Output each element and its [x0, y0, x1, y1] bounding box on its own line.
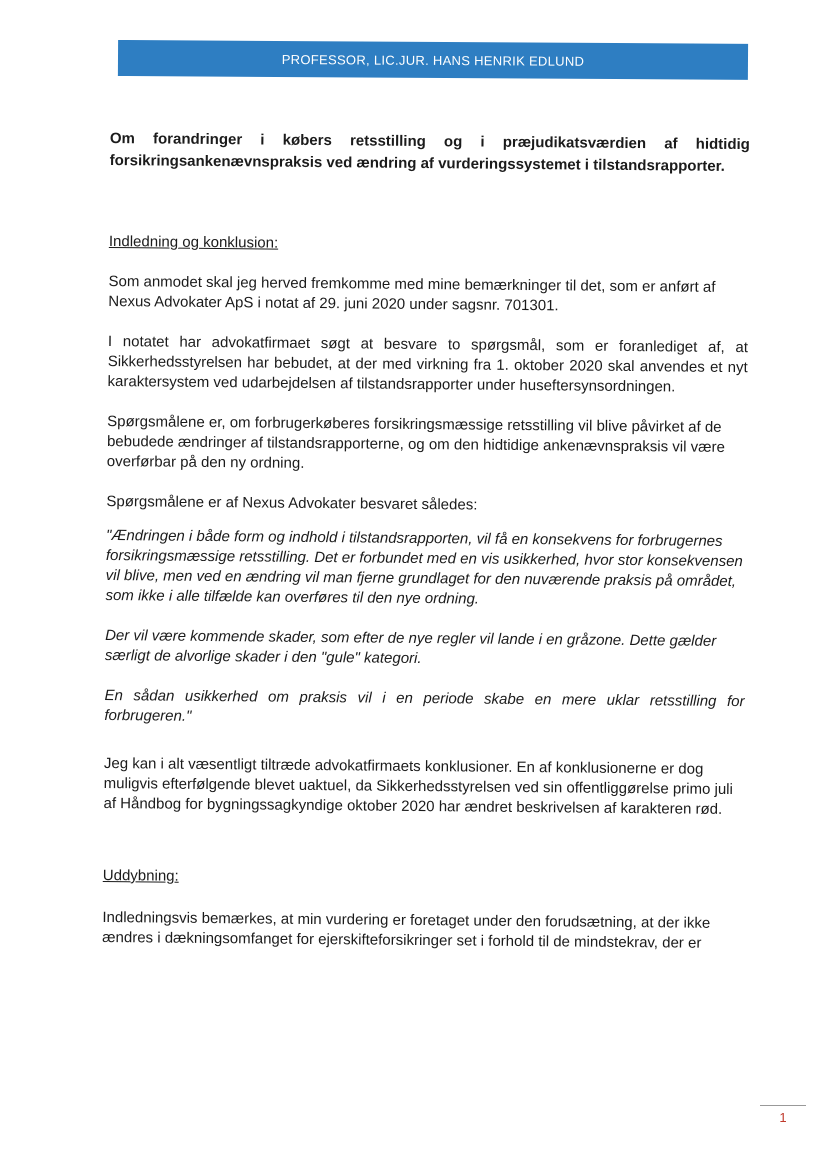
paragraph-questions: Spørgsmålene er, om forbrugerkøberes forsikringsmæssige retsstilling vil blive påvirket af de bebudede ændringer af tilstandsrapporterne, og om den hidtidige ankenævnspraksis vil være overførbar på den ny ordning.: [106, 412, 725, 472]
section-heading-introduction: Indledning og konklusion:: [108, 232, 279, 252]
quote-paragraph-2: Der vil være kommende skader, som efter de nye regler vil lande i en gråzone. Dette gælder særligt de alvorlige skader i den "gule" kategori.: [104, 626, 717, 668]
page-number: [760, 1105, 806, 1125]
quote-paragraph-3: En sådan usikkerhed om praksis vil i en periode skabe en mere uklar retsstilling for forbrugeren.": [104, 686, 745, 725]
document-title: Om forandringer i købers retsstilling og i præjudikatsværdien af hidtidig forsikringsankenævnspraksis ved ændring af vurderingssystemet i tilstandsrapporter.: [109, 129, 750, 175]
document-body: [102, 128, 750, 954]
paragraph-conclusion: Jeg kan i alt væsentligt tiltræde advokatfirmaets konklusioner. En af konklusionerne er dog muligvis efterfølgende blevet uaktuel, da Sikkerhedsstyrelsen ved sin offentliggørelse primo juli af Håndbog for bygningssagkyndige oktober 2020 har ændret beskrivelsen af karakteren rød.: [103, 754, 733, 818]
paragraph-elaboration: Indledningsvis bemærkes, at min vurdering er foretaget under den forudsætning, at der ikke ændres i dækningsomfanget for ejerskifteforsikringer set i forhold til de mindstekrav, der er: [102, 908, 711, 952]
paragraph-notat: I notatet har advokatfirmaet søgt at besvare to spørgsmål, som er foranlediget af, at Sikkerhedsstyrelsen har bebudet, at der med virkning fra 1. oktober 2020 skal anvendes et nyt karaktersystem ved udarbejdelsen af tilstandsrapporter under huseftersynsordningen.: [107, 332, 749, 396]
header-title: PROFESSOR, LIC.JUR. HANS HENRIK EDLUND: [281, 51, 585, 69]
page-number-label: 1: [779, 1110, 787, 1125]
header-band: [118, 40, 748, 80]
quote-paragraph-1: "Ændringen i både form og indhold i tilstandsrapporten, vil få en konsekvens for forbrugernes forsikringsmæssige retsstilling. Det er forbundet med en vis usikkerhed, hvor stor konsekvensen vil blive, men ved en ændring vil man fjerne grundlaget for den nuværende praksis på området, som ikke i alle tilfælde kan overføres til den nye ordning.: [105, 526, 743, 608]
paragraph-request: Som anmodet skal jeg herved fremkomme med mine bemærkninger til det, som er anført af Nexus Advokater ApS i notat af 29. juni 2020 under sagsnr. 701301.: [108, 272, 716, 315]
section-heading-elaboration: Uddybning:: [102, 866, 179, 885]
paragraph-answer-intro: Spørgsmålene er af Nexus Advokater besvaret således:: [106, 492, 478, 514]
